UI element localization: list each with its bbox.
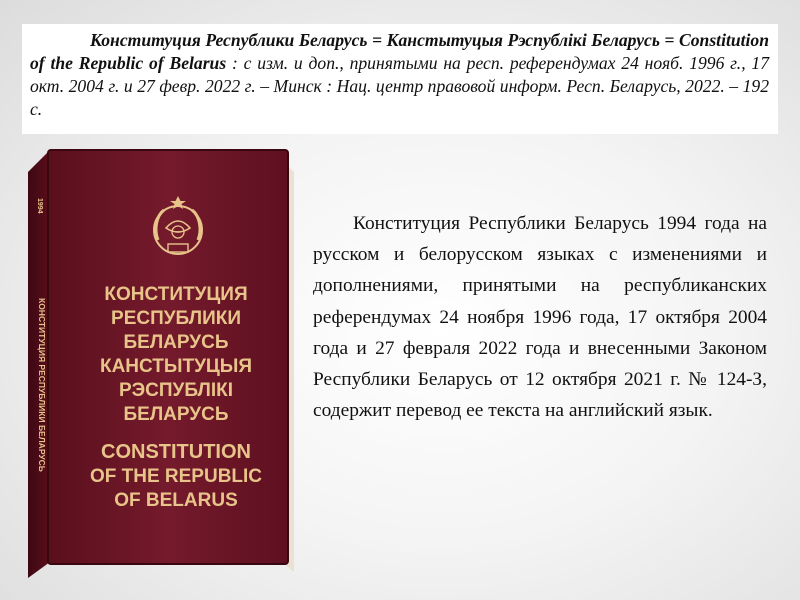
cover-en-line-2: OF THE REPUBLIC xyxy=(89,466,263,487)
book-cover-image xyxy=(28,148,300,580)
cover-ru-line-2: РЕСПУБЛИКИ xyxy=(111,308,241,329)
cover-by-line-3: БЕЛАРУСЬ xyxy=(123,404,229,425)
cover-ru-line-3: БЕЛАРУСЬ xyxy=(123,332,229,353)
cover-en-line-1: CONSTITUTION xyxy=(101,441,251,463)
spine-year: 1994 xyxy=(36,198,43,214)
spine-title: КОНСТИТУЦИЯ РЕСПУБЛИКИ БЕЛАРУСЬ xyxy=(37,298,47,472)
cover-ru-line-1: КОНСТИТУЦИЯ xyxy=(104,284,248,305)
citation-title: Конституция Республики Беларусь = Канстытуцыя Рэспублікі Беларусь = Constitution of the Republic of Belarus xyxy=(30,30,769,73)
bibliographic-citation xyxy=(22,24,778,134)
cover-by-line-1: КАНСТЫТУЦЫЯ xyxy=(99,356,253,377)
cover-by-line-2: РЭСПУБЛІКІ xyxy=(118,380,234,401)
description-paragraph xyxy=(313,208,767,426)
citation-details: : с изм. и доп., принятыми на респ. референдумах 24 нояб. 1996 г., 17 окт. 2004 г. и 27 февр. 2022 г. – Минск : Нац. центр правовой информ. Респ. Беларусь, 2022. – 192 с. xyxy=(30,53,769,119)
cover-en-line-3: OF BELARUS xyxy=(114,490,238,511)
description-text: Конституция Республики Беларусь 1994 года на русском и белорусском языках с изменениями и дополнениями, принятыми на республиканских референдумах 24 ноября 1996 года, 17 октября 2004 года и 27 февраля 2022 года и внесенными Законом Республики Беларусь от 12 октября 2021 г. № 124-З, содержит перевод ее текста на английский язык. xyxy=(313,213,767,422)
